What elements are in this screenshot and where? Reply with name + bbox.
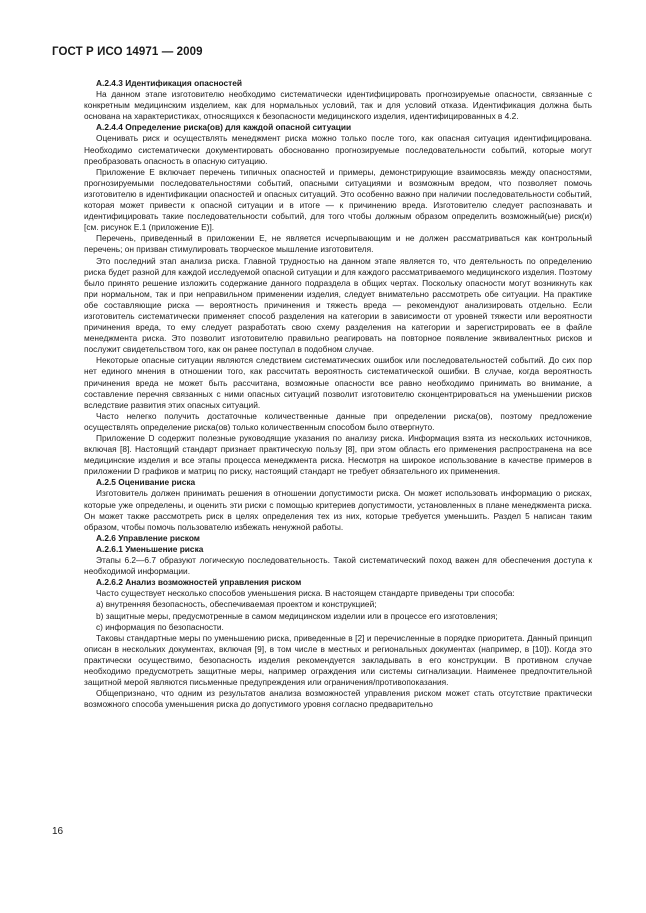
- paragraph: Этапы 6.2—6.7 образуют логическую последовательность. Такой систематический поход важен для обеспечения доступа к необходимой информации.: [84, 555, 592, 577]
- paragraph: Часто существует несколько способов уменьшения риска. В настоящем стандарте приведены три способа:: [96, 588, 515, 599]
- paragraph: Таковы стандартные меры по уменьшению риска, приведенные в [2] и перечисленные в порядке приоритета. Данный принцип описан в нескольких документах, включая [9], в том числе в местных и региональных документах (например, в [10]). Когда это практически осуществимо, безопасность изделия рекомендуется закладывать в его конструкции. В противном случае необходимо предусмотреть защитные меры, например ограждения или системы сигнализации. Наименее предпочтительной защитной мерой являются письменные предупреждения или ограничения/противопоказания.: [84, 632, 592, 688]
- list-item: а) внутренняя безопасность, обеспечиваемая проектом и конструкцией;: [96, 599, 377, 610]
- paragraph: Это последний этап анализа риска. Главной трудностью на данном этапе является то, что деятельность по определению риска будет разной для каждой исследуемой опасной ситуации и для каждого рассматриваемого медицинского изделия. Поэтому было принято решение изложить содержание данного подраздела в общих чертах. Поскольку опасности могут возникнуть как при нормальном, так и при неправильном применении изделия, следует внимательно рассмотреть обе ситуации. На практике обе составляющие риска — вероятность причинения и тяжесть вреда — рекомендуют анализировать отдельно. Если изготовитель систематически применяет способ разделения на категории в зависимости от уровней тяжести или вероятности причинения вреда, то ему следует разработать свою схему разделения на категории и зарегистрировать ее в файле менеджмента риска. Это позволит изготовителю правильно реагировать на повторное появление эквивалентных рисков и послужит свидетельством того, как он ранее поступал в подобном случае.: [84, 255, 592, 355]
- paragraph: Оценивать риск и осуществлять менеджмент риска можно только после того, как опасная ситуация идентифицирована. Необходимо систематически документировать обоснованно прогнозируемые последовательности событий, которые могут преобразовать опасность в опасную ситуацию.: [84, 133, 592, 166]
- document-body: [84, 78, 592, 710]
- section-heading: А.2.6 Управление риском: [96, 532, 200, 543]
- section-heading: А.2.4.4 Определение риска(ов) для каждой опасной ситуации: [96, 122, 352, 133]
- list-item: с) информация по безопасности.: [96, 621, 224, 632]
- paragraph: Приложение Е включает перечень типичных опасностей и примеры, демонстрирующие взаимосвязь между опасностями, прогнозируемыми последовательностями событий, опасными ситуациями и возможным вредом, что позволяет помочь изготовителю в идентификации опасностей и опасных ситуаций. Это особенно важно при наличии последовательности событий, которая может привести к опасной ситуации и в итоге — к причинению вреда. Изготовителю следует распознавать и идентифицировать такие последовательности событий, для того чтобы должным образом определить возможный(ые) риск(и) [см. рисунок Е.1 (приложение Е)].: [84, 166, 592, 233]
- page-number: 16: [52, 826, 64, 837]
- paragraph: Изготовитель должен принимать решения в отношении допустимости риска. Он может использовать информацию о рисках, которые уже определены, и оценить эти риски с помощью критериев допустимости, установленных в плане менеджмента риска. Он может также рассмотреть риск в целях определения тех из них, которые требуется уменьшить. Раздел 5 написан таким образом, чтобы помочь пользователю избежать ненужной работы.: [84, 488, 592, 532]
- paragraph: Перечень, приведенный в приложении Е, не является исчерпывающим и не должен рассматриваться как контрольный перечень; он призван стимулировать творческое мышление изготовителя.: [84, 233, 592, 255]
- paragraph: Приложение D содержит полезные руководящие указания по анализу риска. Информация взята из нескольких источников, включая [8]. Настоящий стандарт признает практическую пользу [8], при этом область его применения распространена на все медицинские изделия и все этапы процесса менеджмента риска. Несмотря на широкое использование в качестве примеров в приложении D графиков и матриц по риску, настоящий стандарт не требует обязательного их применения.: [84, 433, 592, 477]
- page-header: ГОСТ Р ИСО 14971 — 2009: [52, 46, 203, 58]
- section-heading: А.2.5 Оценивание риска: [96, 477, 196, 488]
- paragraph: Некоторые опасные ситуации являются следствием систематических ошибок или последовательностей событий. До сих пор нет единого мнения в отношении того, как рассчитать вероятность систематической ошибки. В случае, когда вероятность причинения вреда не может быть рассчитана, возможные опасности все равно необходимо принимать во внимание, а составление перечня связанных с ними опасных ситуаций позволит изготовителю сконцентрироваться на уменьшении рисков вследствие развития этих опасных ситуаций.: [84, 355, 592, 410]
- paragraph: Общепризнано, что одним из результатов анализа возможностей управления риском может стать отсутствие практически возможного способа уменьшения риска до допустимого уровня согласно предварительно: [84, 688, 592, 710]
- section-heading: А.2.6.2 Анализ возможностей управления риском: [96, 577, 302, 588]
- paragraph: Часто нелегко получить достаточные количественные данные при определении риска(ов), поэтому предложение осуществлять определение риска(ов) только количественным способом было отвергнуто.: [84, 410, 592, 432]
- list-item: b) защитные меры, предусмотренные в самом медицинском изделии или в процессе его изготовления;: [96, 610, 498, 621]
- paragraph: На данном этапе изготовителю необходимо систематически идентифицировать прогнозируемые опасности, связанные с конкретным медицинским изделием, как для нормальных условий, так и для условий отказа. Идентификация должна быть основана на характеристиках, относящихся к безопасности медицинского изделия, идентифицированных в 4.2.: [84, 89, 592, 122]
- section-heading: А.2.6.1 Уменьшение риска: [96, 543, 204, 554]
- section-heading: А.2.4.3 Идентификация опасностей: [96, 78, 243, 88]
